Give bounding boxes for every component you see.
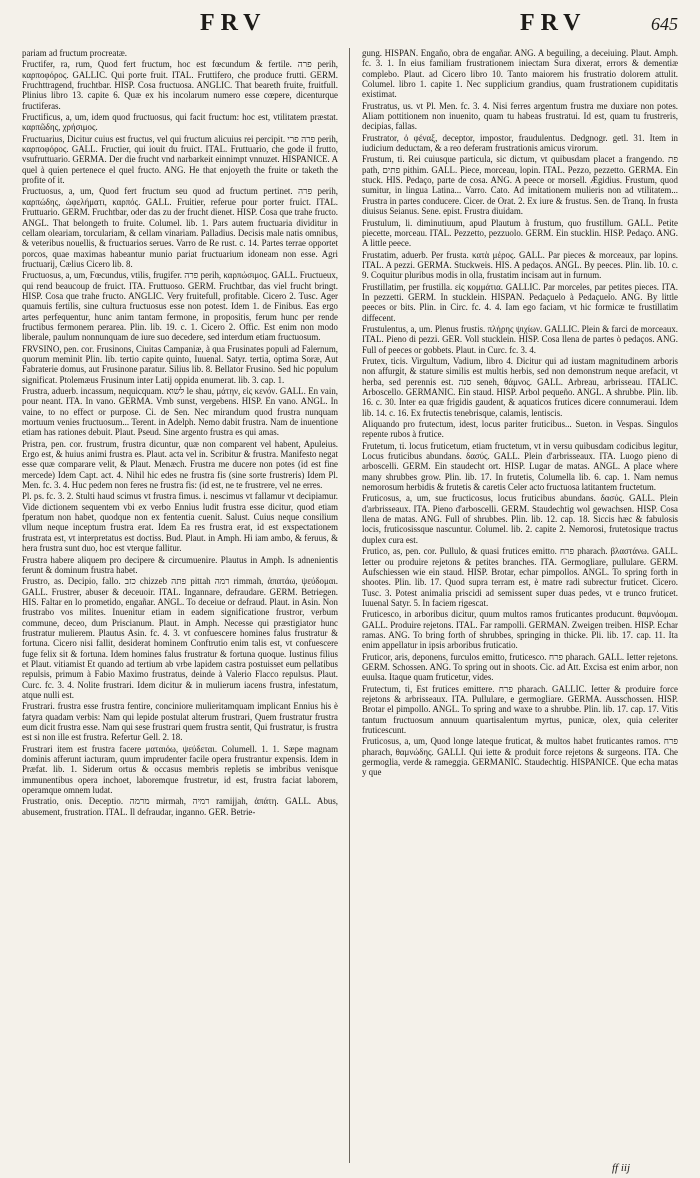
running-head-right: FRV [520,10,587,36]
dictionary-entry: Fructificus, a, um, idem quod fructuosus, qui facit fructum: hoc est, vtilitatem præstat. καρπῶδης, χρήσιμος. [22,112,338,133]
dictionary-entry: FRVSINO, pen. cor. Frusinons, Ciuitas Campaniæ, à qua Frusinates populi ad Falernum, quorum meminit Plin. lib. tertio capite quinto, Iuuenal. Satyr. tertia, optima Soræ, Aut Fabraterie domus, aut Frusinone paratur. Silius lib. 8. Bellator Frusino. Sed hic populum significat. Ptolemæus Frusinum inter Latij oppida enumerat. lib. 3. cap. 1. [22,343,338,385]
dictionary-entry: Frustro, as. Decipio, fallo. כזב chizzeb פתה pittah רמה rimmah, ἀπατάω, ψεύδομαι. GALL. Frustrer, abuser & deceuoir. ITAL. Ingannare, defraudare. GERM. Betriegen. HIS. Faltar en lo prometido, engañar. ANGL. To deceiue or defraud. Plaut. in Asin. Non frustrabo vos milites. Inuenitur etiam in eadem significatione frustror, verbum commune, deceo, dum Priscianum. Plaut. in Amph. Necesse qui præstigiator hunc frustratur mulierem. Plautus Asin. fc. 4. 3. vt confuescere homines falus frustratur & fortuna. Cicero nisi fallit, desiderat hominem Conftrutio enim talis est, vt confuescere fuge felix sit & fortuna. Idem homines falus frustratur & fortuna quoque. Iustinus filius et Plaut. vitiamist Et quando ad tertium ab vrbe lapidem castra postuisset eum pellatibus repulsis, primum à Fabio Maximo frustratus, deinde à Valerio Flacco repulsus. Plaut. Curc. fc. 3. 4. Nolite frustrari. Idem dicitur & in mulierum iacens frustra, infestatum, atque nulli est. [22,576,338,700]
dictionary-entry: Frustulum, li. diminutiuum, apud Plautum à frustum, quo frustillum. GALL. Petite piecette, morceau. ITAL. Pezzetto, pezzuolo. GERM. Ein stucklin. HISP. Pedaço. ANG. A little peece. [362,217,678,249]
dictionary-entry: Frustratus, us. vt Pl. Men. fc. 3. 4. Nisi ferres argentum frustra me duxiare non potes. Aliam pottitionem non inuenito, quam tu habeas frustratui. Id est, quam tu frustreris, decipias, fallas. [362,100,678,132]
dictionary-entry: Aliquando pro frutectum, idest, locus pariter fruticibus... Sueton. in Vespas. Singulos repente rubos à frutice. [362,419,678,440]
dictionary-entry: Fruticosus, a, um, sue fructicosus, locus fruticibus abundans. δασύς. GALL. Plein d'arbrisseaux. ITA. Pieno d'arboscelli. GERM. Staudechtig wol gewachsen. HISP. Cosa llena de matas. ANG. Full of shrubbes. Plin. lib. 12. cap. 18. Siccis hæc & fabulosis locis, fruticosissque nascuntur. Columel. lib. 2. capite 2. Nemorosi, frutetosique tractus duplex cura est. [362,493,678,545]
running-header [0,10,700,44]
dictionary-entry: Fructuosus, a, um, Quod fert fructum seu quod ad fructum pertinet. פרה perih, καρπώδης, ὠφελήματι, καρπός. GALL. Fruitier, referue pour porter fruict. ITAL. Fruttuario. GERM. Fruchtbar, oder das zu der frucht dienet. HISP. Cosa que trahe fructo. ANGL. That belongeth to fruite. Columel. lib. 1. Pars autem fructuaria dividitur in cellam oleariam, torculariam, & cellam vinariam. Palladius. Decisis male natis omnibus, & veteribus nouellis, & fructuarios serues. Varro de Re rust. c. 14. Partes terrae opportet porcos, quae maximas habeantur munio pariat fructuarium idoneam non esse. Agri fructuarij, Cælius Cicero lib. 8. [22,186,338,269]
right-column [362,48,678,1168]
dictionary-entry: Fructuosus, a, um, Fœcundus, vtilis, frugifer. פרה perih, καρπώσιμος. GALL. Fructueux, qui rend beaucoup de fruict. ITA. Fruttuoso. GERM. Fruchtbar, das viel frucht bringt. HISP. Cosa que trahe fructo. ANGLIC. Very fruitefull, profitable. Cicero 2. Tusc. Ager quamuis fertilis, sine cultura fructuosus esse non potest. Idem 1. de Finibus. Eas ergo artes perfequentur, hunc anim tantam fermone, in propositis, ferum hunc per rende fructibus fermonem perarea. Plin. lib. 19. c. 1. Cicero 2. Offic. Est enim non modo liberale, paulum nonnunquam de iure suo decedere, sed interdum etiam fructuosum. [22,270,338,343]
signature-mark: ff iij [611,1162,630,1174]
dictionary-entry: Fructifer, ra, rum, Quod fert fructum, hoc est fœcundum & fertile. פרה perih, καρποφόρος. GALLIC. Qui porte fruit. ITAL. Fruttifero, che produce frutti. GERM. Fruchttragend, fruchtbar. HISP. Cosa fructuosa. ANGLIC. That beareth fruite, fruitfull. Plinius libro 13. capite 6. Quæ ex his incolarum numero esse cœpere, dicenturque fructiferas. [22,59,338,111]
dictionary-entry: Frustrari. frustra esse frustra fentire, conciniore mulieritamquam implicant Ennius his è fatyra quadam verbis: Nam qui lepide postulat alterum frustrari, Quem frustratur frustra eum dicit frustra esse. Nam qui sese frustrari quem frustra sentit, Qui frustratur, is frustra est si non ille est frustra. Refertur Gell. 2. 18. [22,701,338,743]
dictionary-entry: Frustrator, ὁ φέναξ, deceptor, impostor, fraudulentus. Dedgnogr. getl. 31. Item in iudicium deductam, & a reo deferam frustrationis amicus virorum. [362,132,678,154]
dictionary-entry: Frustratio, onis. Deceptio. מרמה mirmah, רמיה ramijjah, ἀπάτη. GALL. Abus, abusement, frustration. ITAL. Il defraudar, inganno. GER. Betrie- [22,796,338,817]
dictionary-entry: Fructuarius, Dicitur cuius est fructus, vel qui fructum alicuius rei percipit. פרה פרי perih, καρποφόρος. GALL. Fructier, qui iouit du fruict. ITAL. Fruttuario, che gode il frutto, vsufruttuario. GERMA. Der die frucht vnd narbarkeit einnimpt vnnuzet. HISPANICE. A quel à quien pertenece el quel fructo. ANG. He that enjoyeth the fruite or taketh the profite of it. [22,133,338,186]
dictionary-entry: Frustum, ti. Rei cuiusque particula, sic dictum, vt quibusdam placet a frangendo. פת path, פתים pithim. GALL. Piece, morceau, lopin. ITAL. Pezzo, pezzetto. GERMA. Ein stuck. HIS. Pedaço, parte de cosa. ANG. A peece or morsell. Ægidius. Frustum, quod sumitur, in lingua Latina... Varro. Cato. Ad imitationem mulieris non ad vtilitatem... Frustra in partes conducere. Cicer. de Orat. 2. Ex iure & frustus. Sen. de Tranq. In frusta diuisus Seianus. Sene. epist. Frustra diuidam. [362,154,678,217]
dictionary-entry: Frustatim, aduerb. Per frusta. κατὰ μέρος. GALL. Par pieces & morceaux, par lopins. ITAL. A pezzi. GERMA. Stuckweis. HIS. A pedaços. ANGL. By peeces. Plin. lib. 10. c. 9. Coquitur pluribus modis in olla, frustatim incisam aut in furnum. [362,249,678,281]
dictionary-entry: Frutectum, ti, Est frutices emittere. פרח pharach. GALLIC. Ietter & produire force rejetons & arbrisseaux. ITA. Pullulare, e germogliare. GERMA. Ausschossen. HISP. Brotar el pimpollo. ANGL. To spring and waxe to a shrubbe. Plin. lib. 17. cap. 17. Vitis tantum fructuosum annuum quartisalentum myrtus, punicæ, olex, quia celeriter fruticescunt. [362,683,678,735]
dictionary-entry: Frutico, as, pen. cor. Pullulo, & quasi frutices emitto. פרח pharach. βλαστάνω. GALL. Ietter ou produire rejetons & petites branches. ITA. Germogliare, pullulare. GERM. Aufschiessen wie ein staud. HISP. Brotar, echar pimpollos. ANGL. To spring forth in shootes. Plin. lib. 17. Quod supra terram est, è matre radi subrectur fruticet. Cicero. Tusc. 3. Potest animalia priscidi ad semissent super duas pedes, vt e trunco fruticet. Iuuenal Satyr. 5. In faciem rigescat. [362,546,678,608]
dictionary-entry: Fruticor, aris, deponens, furculos emitto, fruticesco. פרח pharach. GALL. Ietter rejetons. GERM. Schossen. ANG. To spring out in shoots. Cic. ad Att. Excisa est enim arbor, non euulsa. Itaque quam fruticetur, vides. [362,651,678,683]
left-column [22,48,338,1168]
dictionary-entry: Pristra, pen. cor. frustrum, frustra dicuntur, quæ non comparent vel habent, Apuleius. Ergo est, & huius animi frustra es. Plaut. acta vel in. Scribitur & frustra. Manifesto negat esse quæ comparare velit, & Plaut. Menæch. Frustra me ducere non potes (id est fine mercede) Idem Capt. act. 4. Nihil hic edes ne frustra fis (sine sorte frustreris) Idem Pl. Men. fc. 3. 4. Huc pedem non feres ne frustra fis: (id est, ne te frustrere, vel ne erres. [22,438,338,491]
dictionary-entry: Pl. ps. fc. 3. 2. Stulti haud scimus vt frustra fimus. i. nescimus vt fallamur vt decipiamur. Vide dictionem sequentem vbi ex verbo Ennius ludit frustra esse dicitur, quod etiam fperatum non habet, quodque non ex fententia cuenit. Salust. Cuius neque consilium vllum neque inceptum frustra erat. Idem Ea res frustra erat, id est exspectationem frustrata est, vt interpretatus est doctiss. Bud. Plaut. in Amph. Hi iam ambo, & feruus, & hera frustra sunt duo, hoc est vterque fallitur. [22,491,338,554]
dictionary-entry: Frustra, aduerb. incassum, nequicquam. לשוא le shau, μάτην, εἰς κενόν. GALL. En vain, pour neant. ITA. In vano. GERMA. Vmb sunst, vergebens. HISP. En vano. ANGL. In vaine, to no effect or purpose. Ci. de Sen. Nec mirandum quod frustra nunquam mortuum venies fructuosum... Terent. in Adelph. Nemo dabit frustra. Nam de inuentione etiam has rationes debuit. Plaut. Pseud. Sine argento frustra es qui amas. [22,386,338,438]
dictionary-entry: Frustra habere aliquem pro decipere & circumuenire. Plautus in Amph. Is adnenientis ferunt & dominum frustra habet. [22,554,338,575]
column-divider [349,48,350,1163]
dictionary-entry: Frutetum, ti. locus fruticetum, etiam fructetum, vt in versu quibusdam codicibus legitur, Locus fruticibus abundans. δασύς. GALL. Plein d'arbrisseaux. ITA. Luogo pieno di arboscelli. GERM. Ein staudecht ort. HISP. Lugar de matas. ANGL. A place where many shrubbes grow. Plin. lib. 17. In frutetis, Columella lib. 6. cap. 1. Nam nemus nemorosum herbidis & frutetis & caretis Celer acto fructuosa latitantem fructetum. [362,440,678,493]
dictionary-entry: Frustillatim, per frustilla. εἰς κομμάτια. GALLIC. Par morceles, par petites pieces. ITA. In pezzetti. GERM. In stucklein. HISPAN. Pedaçuelo à Pedaçuelo. ANG. By little peeces or bits. Plin. in Circ. fc. 4. 4. Iam ego faciam, vt hic formicæ te frustillatim diffecent. [362,281,678,323]
dictionary-entry: Frustrari item est frustra facere ματαιόω, ψεύδεται. Columell. 1. 1. Sæpe magnam dominis afferunt iacturam, quum imprudenter facile opera frustrantur expensis. Idem in Præfat. lib. 1. Siderum ortus & occasus membris repletis se imbribus venisque immunentibus opera inchoet, laboremque frustretur, id est, frustra faciat laborem, operamque omnem ludat. [22,743,338,796]
page-number: 645 [651,14,678,34]
dictionary-entry: pariam ad fructum procreatæ. [22,48,127,58]
dictionary-entry: Frutex, ticis. Virgultum, Vadium, libro 4. Dicitur qui ad iustam magnitudinem arboris non affurgit, & stature similis est multis herbis, sed non demonstrum neque arefacit, vt herba, sed perennis est. סנה seneh, θάμνος. GALL. Arbreau, arbrisseau. ITALIC. Arboscello. GERMANIC. Ein staud. HISP. Arbol pequeño. ANGL. A shrubbe. Plin. lib. 16. c. 30. Inter ea quæ frigidis gaudent, & aquaticos frutices dicere connumeraui. Idem lib. 14. c. 16. Ex frutectis tenebrisque, calamis, lentiscis. [362,355,678,418]
dictionary-entry: Fruticosus, a, um, Quod longe lateque fruticat, & multos habet fruticantes ramos. פרח pharach, θαμνώδης. GALLI. Qui iette & produit force rejetons & surgeons. ITA. Che germoglia, verde & rameggia. GERMANIC. Staudechtig. HISPANICE. Que echa matas y que [362,736,678,778]
running-head-left: FRV [200,10,267,36]
dictionary-entry: gung. HISPAN. Engaño, obra de engañar. ANG. A beguiling, a deceiuing. Plaut. Amph. fc. 3. 1. In eius familiam frustrationem iniectam Sura dixerat, errors & dementiæ complebo. Plaut. ad Cicero libro 10. Tanto maiorem his frustratio dolorem attulit. Columel. libro 1. capite 1. Nec supplicium grandius, quam frustrationem cupiditatis existimat. [362,48,678,100]
dictionary-entry: Fruticesco, in arboribus dicitur, quum multos ramos fruticantes producunt. θαμνόομαι. GALL. Produire rejetons. ITAL. Far rampolli. GERMAN. Zweigen treiben. HISP. Echar ramas. ANG. To bring forth of shrubbes, springing in thicke. Pli. lib. 17. cap. 11. Ita enim appellatur in ipsis arboribus fruticatio. [362,609,678,651]
dictionary-entry: Frustulentus, a, um. Plenus frustis. πλήρης ψιχίων. GALLIC. Plein & farci de morceaux. ITAL. Pieno di pezzi. GER. Voll stucklein. HISP. Cosa llena de partes ò pedaços. ANG. Full of peeces or gobbets. Plaut. in Curc. fc. 3. 4. [362,323,678,355]
